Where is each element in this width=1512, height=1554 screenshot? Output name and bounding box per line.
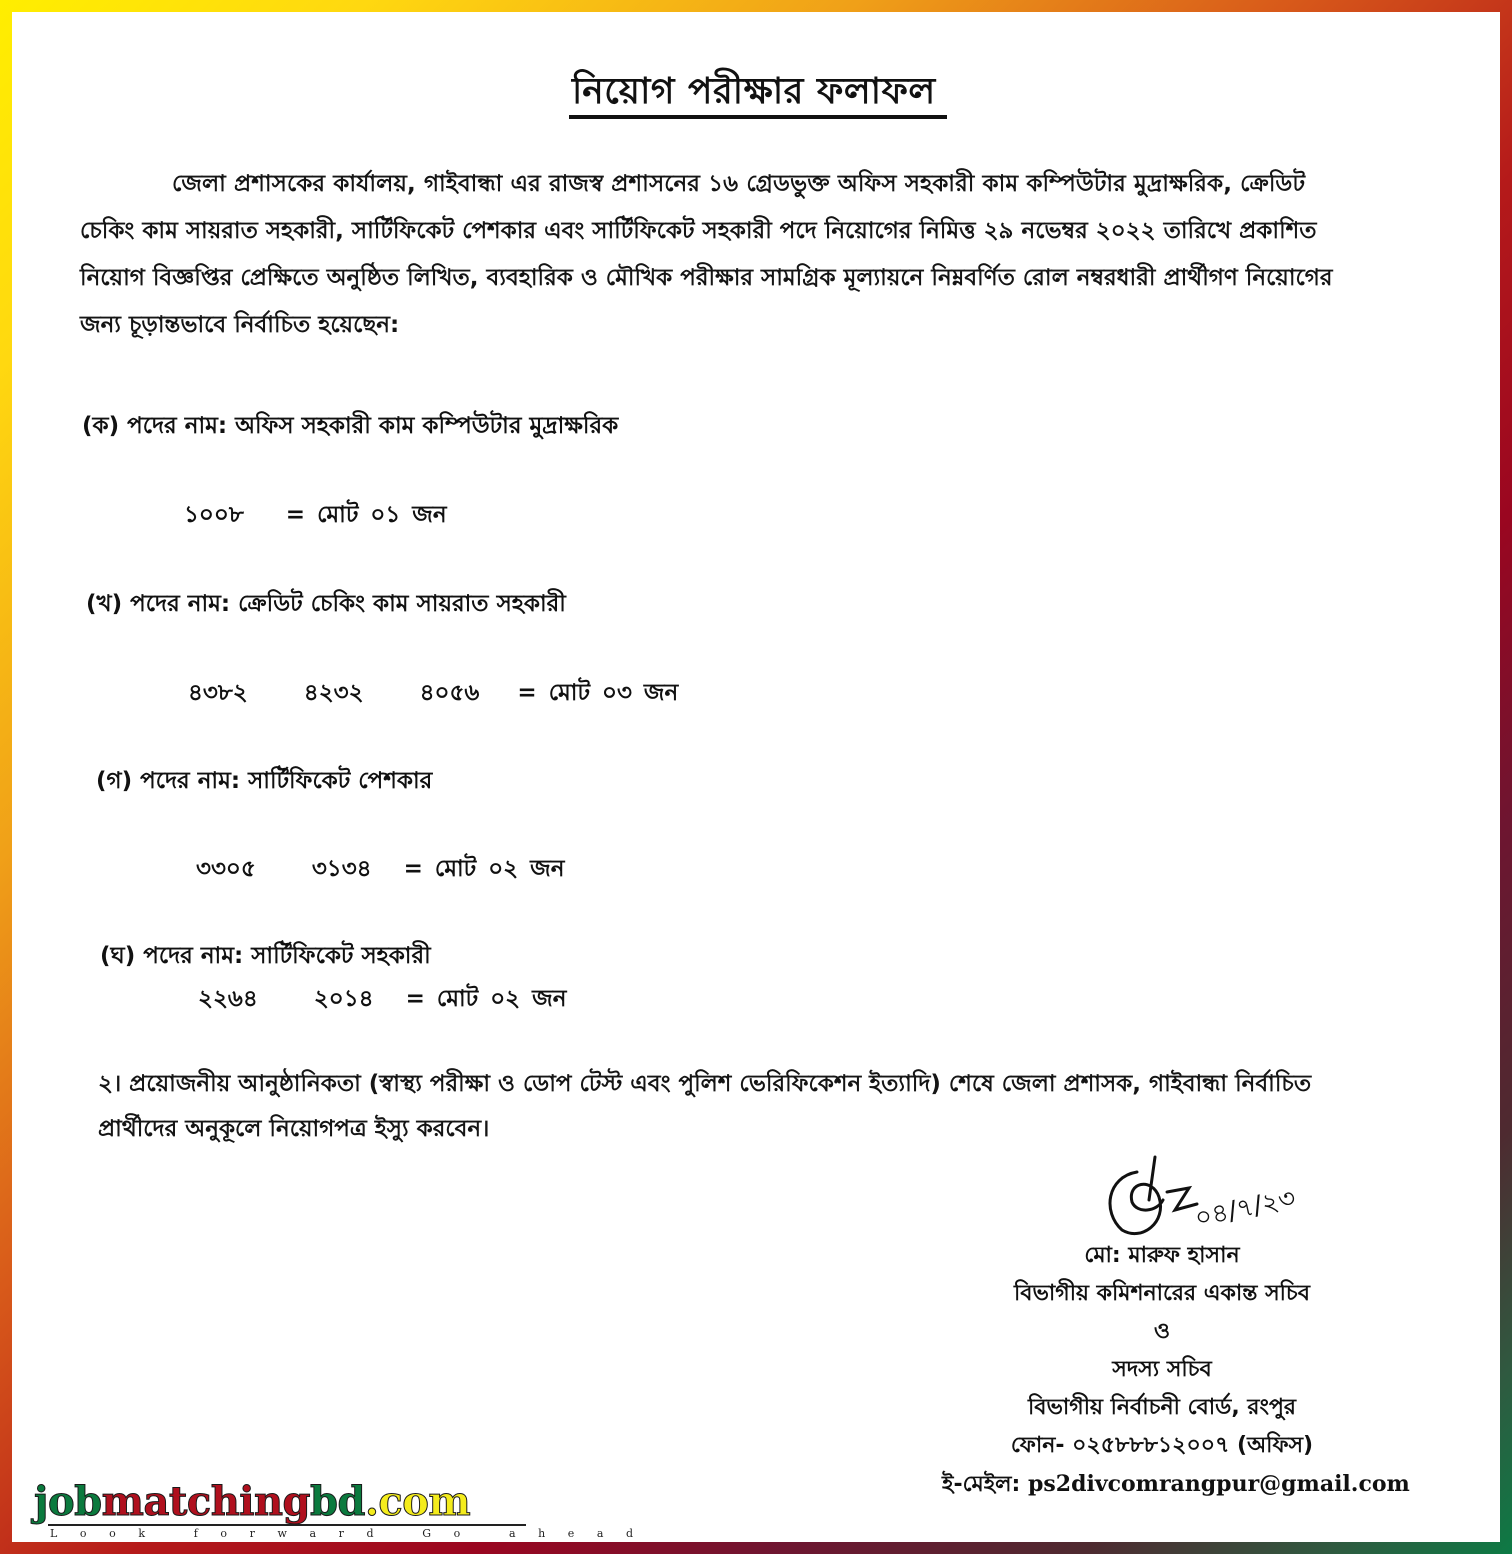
site-watermark-logo [34,1478,656,1540]
post-heading-ga: (গ) পদের নাম: সার্টিফিকেট পেশকার [96,768,433,794]
roll-number: ৩১৩৪ [311,856,372,882]
signature-block [942,1237,1410,1504]
intro-line-1: জেলা প্রশাসকের কার্যালয়, গাইবান্ধা এর রাজস্ব প্রশাসনের ১৬ গ্রেডভুক্ত অফিস সহকারী কাম কম্পিউটার মুদ্রাক্ষরিক, ক্রেডিট [172,171,1306,197]
roll-list-gha [198,980,566,1019]
intro-line-3: নিয়োগ বিজ্ঞপ্তির প্রেক্ষিতে অনুষ্ঠিত লিখিত, ব্যবহারিক ও মৌখিক পরীক্ষার সামগ্রিক মূল্যায়নে নিম্নবর্ণিত রোল নম্বরধারী প্রার্থীগণ নিয়োগের [80,265,1333,291]
logo-tagline: Look forward Go ahead [50,1527,656,1540]
email-label: ই-মেইল: [942,1472,1029,1497]
signature-date: ০৪/৭/২৩ [1192,1183,1299,1234]
title-underline [569,115,947,119]
roll-list-ga [196,850,564,889]
phone-number: ফোন- ০২৫৮৮৮১২০০৭ (অফিস) [1010,1433,1314,1458]
post-heading-gha: (ঘ) পদের নাম: সার্টিফিকেট সহকারী [100,943,431,969]
roll-number: ১০০৮ [184,502,244,528]
document-title: নিয়োগ পরীক্ষার ফলাফল [572,71,936,112]
roll-total: = মোট ০১ জন [285,502,447,528]
signatory-designation: বিভাগীয় কমিশনারের একান্ত সচিব [1013,1281,1311,1306]
post-heading-kha: (খ) পদের নাম: ক্রেডিট চেকিং কাম সায়রাত সহকারী [86,591,566,617]
roll-total: = মোট ০৩ জন [517,680,679,706]
intro-line-4: জন্য চূড়ান্তভাবে নির্বাচিত হয়েছেন: [80,312,400,338]
intro-line-2: চেকিং কাম সায়রাত সহকারী, সার্টিফিকেট পেশকার এবং সার্টিফিকেট সহকারী পদে নিয়োগের নিমিত্ত ২৯ নভেম্বর ২০২২ তারিখে প্রকাশিত [80,218,1317,244]
email-address[interactable]: ps2divcomrangpur@gmail.com [1028,1471,1410,1497]
note-line-2: প্রার্থীদের অনুকূলে নিয়োগপত্র ইস্যু করবেন। [98,1116,490,1142]
roll-number: ২০১৪ [313,986,374,1012]
roll-number: ৪৩৮২ [188,680,248,706]
signatory-designation-secondary: সদস্য সচিব [1112,1357,1212,1382]
email-line [942,1465,1410,1504]
roll-total: = মোট ০২ জন [403,856,565,882]
logo-wordmark: jobmatchingbd.com [34,1478,471,1525]
signature-scribble-icon [1097,1152,1327,1242]
board-name: বিভাগীয় নির্বাচনী বোর্ড, রংপুর [1027,1395,1296,1420]
roll-number: ৩৩০৫ [196,856,256,882]
roll-number: ৪২৩২ [303,680,364,706]
note-line-1: ২। প্রয়োজনীয় আনুষ্ঠানিকতা (স্বাস্থ্য পরীক্ষা ও ডোপ টেস্ট এবং পুলিশ ভেরিফিকেশন ইত্যাদি) শেষে জেলা প্রশাসক, গাইবান্ধা নির্বাচিত [98,1071,1312,1097]
post-heading-ka: (ক) পদের নাম: অফিস সহকারী কাম কম্পিউটার মুদ্রাক্ষরিক [82,413,619,439]
roll-total: = মোট ০২ জন [405,986,567,1012]
signatory-name: মো: মারুফ হাসান [1084,1243,1240,1268]
conjunction-text: ও [1153,1319,1171,1344]
roll-list-ka [184,496,447,535]
roll-list-kha [188,674,678,713]
roll-number: ২২৬৪ [198,986,258,1012]
roll-number: ৪০৫৬ [419,680,480,706]
document-page [12,12,1500,1542]
